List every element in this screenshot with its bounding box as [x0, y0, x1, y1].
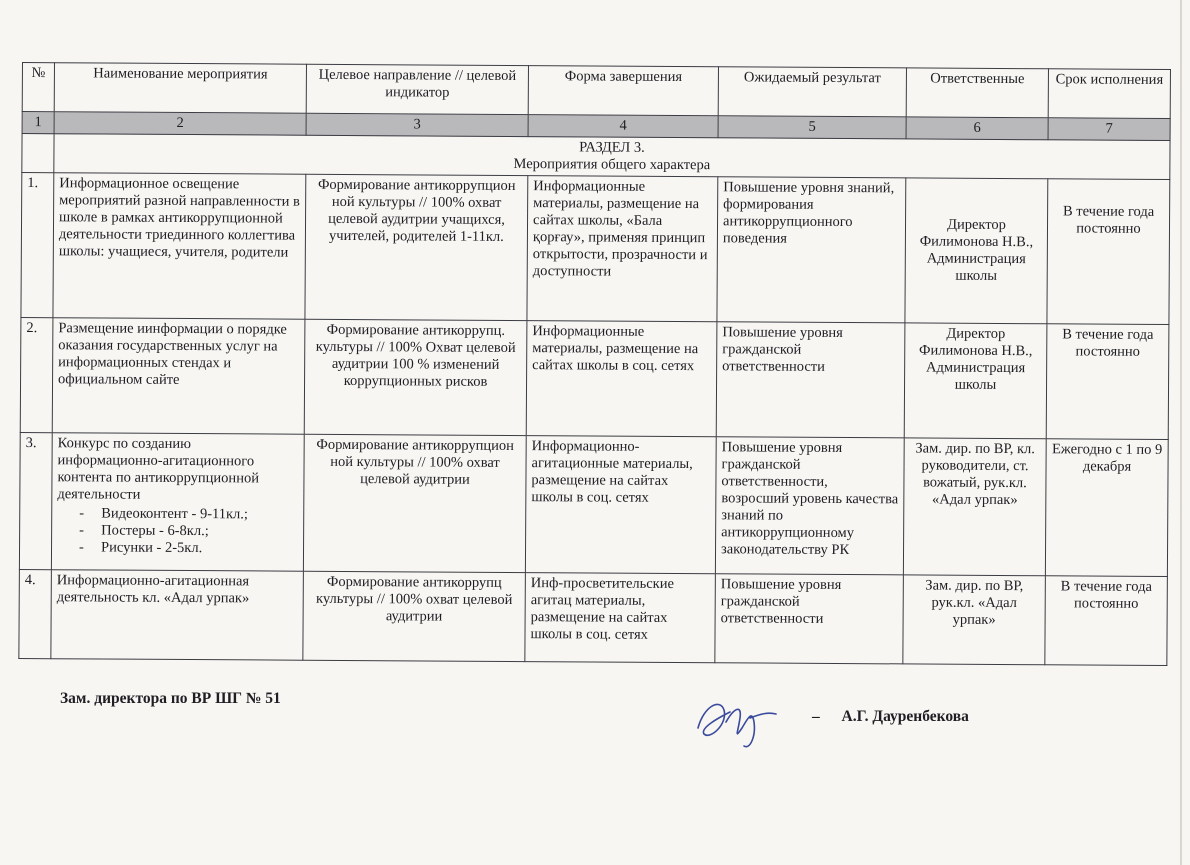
activities-table	[18, 62, 1171, 666]
list-item: - Рисунки - 2-5кл.	[57, 539, 298, 557]
header-responsible: Ответственные	[906, 68, 1048, 118]
table-row	[20, 317, 1169, 439]
row-form: Информационные материалы, размещение на сайтах школы в соц. сетях	[526, 321, 717, 437]
section-spacer	[22, 134, 54, 173]
row-responsible: Зам. дир. по ВР, кл. руководители, ст. вожатый, рук.кл. «Адал урпак»	[903, 438, 1046, 576]
column-number: 7	[1048, 118, 1170, 141]
row-target: Формирование антикоррупцион ной культуры // 100% охват целевой аудитрии	[303, 434, 526, 572]
row-name: Информационное освещение мероприятий разной направленности в школе в рамках антикоррупционной деятельности триединного коллегтива школы: учащиеся, учителя, родители	[53, 173, 306, 320]
row-name: Конкурс по созданию информационно-агитационного контента по антикоррупционной деятельности	[57, 435, 260, 503]
row-target: Формирование антикоррупц. культуры // 100% Охват целевой аудитрии 100 % изменений коррупционных рисков	[304, 319, 527, 435]
list-item: - Видеоконтент - 9-11кл.;	[57, 505, 298, 523]
signatory-name: А.Г. Дауренбекова	[841, 708, 969, 725]
row-target: Формирование антикоррупц культуры // 100% охват целевой аудитрии	[303, 571, 526, 661]
header-form: Форма завершения	[528, 66, 718, 116]
table-row	[21, 173, 1170, 325]
row-form: Информационно-агитационные материалы, размещение на сайтах школы в соц. сетях	[525, 436, 716, 574]
table-row	[19, 569, 1168, 665]
row-num: 4.	[19, 569, 52, 658]
row-responsible: Директор Филимонова Н.В., Администрация школы	[905, 178, 1048, 324]
table-row	[19, 432, 1168, 576]
row-responsible: Зам. дир. по ВР, рук.кл. «Адал урпак»	[903, 575, 1046, 665]
header-deadline: Срок исполнения	[1048, 69, 1170, 119]
row-num: 2.	[20, 317, 53, 432]
signature-stroke	[698, 704, 776, 746]
row-name: Информационно-агитационная деятельность кл. «Адал урпак»	[51, 570, 304, 661]
signatory-position: Зам. директора по ВР ШГ № 51	[60, 690, 281, 707]
row-name: Размещение иинформации о порядке оказания государственных услуг на информационных стендах и официальном сайте	[52, 318, 305, 435]
row-name-cell	[51, 433, 304, 572]
column-number: 5	[718, 116, 906, 139]
signature-dash: –	[812, 708, 820, 725]
row-deadline: В течение года постоянно	[1045, 576, 1168, 666]
row-deadline: В течение года постоянно	[1047, 179, 1170, 325]
header-target: Целевое направление // целевой индикатор	[306, 64, 528, 114]
column-number: 6	[906, 117, 1048, 140]
section-subtitle: Мероприятия общего характера	[513, 156, 711, 174]
row-result: Повышение уровня знаний, формирования антикоррупционного поведения	[717, 177, 906, 323]
list-item: - Постеры - 6-8кл.;	[57, 522, 298, 540]
header-name: Наименование мероприятия	[54, 63, 306, 114]
row-deadline: Ежегодно с 1 по 9 декабря	[1045, 439, 1168, 577]
column-number: 2	[54, 112, 306, 136]
row-num: 1.	[21, 173, 54, 318]
row-form: Инф-просветительские агитац материалы, размещение на сайтах школы в соц. сетях	[525, 573, 716, 663]
contest-categories	[57, 505, 298, 557]
row-result: Повышение уровня гражданской ответственности	[715, 574, 904, 664]
row-num: 3.	[19, 432, 52, 569]
row-result: Повышение уровня гражданской ответственности	[716, 322, 905, 438]
signatory	[812, 708, 969, 726]
page-edge	[1180, 0, 1182, 865]
row-responsible: Директор Филимонова Н.В., Администрация школы	[904, 323, 1047, 439]
section-title: РАЗДЕЛ 3.	[579, 139, 645, 156]
handwritten-signature	[690, 688, 800, 758]
row-deadline: В течение года постоянно	[1046, 324, 1169, 440]
column-number: 3	[306, 113, 528, 136]
header-num: №	[22, 63, 54, 112]
table-header-row	[22, 63, 1170, 119]
column-number: 1	[22, 112, 54, 134]
row-target: Формирование антикоррупцион ной культуры // 100% охват целевой аудитрии учащихся, учителей, родителей 1-11кл.	[305, 174, 528, 320]
column-number: 4	[528, 115, 718, 138]
section-heading	[54, 134, 1170, 180]
header-result: Ожидаемый результат	[718, 67, 906, 117]
row-form: Информационные материалы, размещение на сайтах школы, «Бала қорғау», применяя принцип открытости, прозрачности и доступности	[527, 176, 718, 322]
row-result: Повышение уровня гражданской ответственности, возросший уровень качества знаний по антикоррупционному законодательству РК	[715, 437, 904, 575]
